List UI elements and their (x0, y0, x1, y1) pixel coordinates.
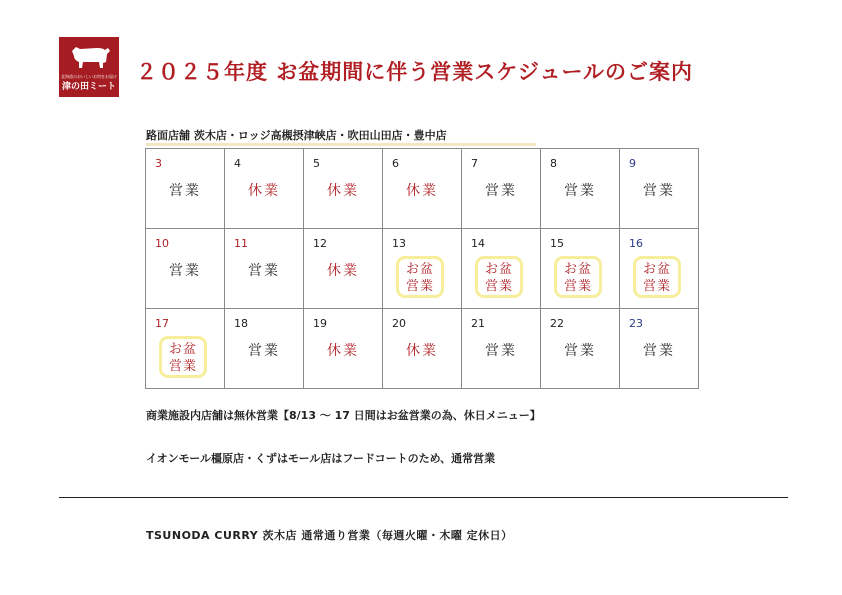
obon-badge (554, 256, 602, 298)
logo-tagline: 北海道のおいしいお肉をお届け (61, 74, 117, 79)
subhead-highlight (146, 143, 536, 146)
calendar-day-cell (462, 229, 541, 309)
open-status: 営業 (485, 343, 517, 359)
obon-label: お盆 (642, 262, 671, 277)
calendar-day-cell (462, 149, 541, 229)
obon-status: 営業 (642, 279, 671, 294)
day-number: 19 (313, 317, 327, 330)
mall-stores-note: 商業施設内店舗は無休営業【8/13 ～ 17 日間はお盆営業の為、休日メニュー】 (146, 409, 541, 422)
calendar-day-cell (541, 229, 620, 309)
day-number: 11 (234, 237, 248, 250)
day-number: 9 (629, 157, 636, 170)
day-number: 3 (155, 157, 162, 170)
closed-status: 休業 (406, 343, 438, 359)
day-number: 4 (234, 157, 241, 170)
open-status: 営業 (485, 183, 517, 199)
day-number: 21 (471, 317, 485, 330)
obon-label: お盆 (484, 262, 513, 277)
calendar-day-cell (541, 309, 620, 389)
open-status: 営業 (169, 183, 201, 199)
day-number: 17 (155, 317, 169, 330)
closed-status: 休業 (327, 183, 359, 199)
calendar-day-cell (383, 309, 462, 389)
calendar-day-cell (146, 149, 225, 229)
calendar-day-cell (304, 149, 383, 229)
open-status: 営業 (248, 343, 280, 359)
cow-icon (59, 37, 119, 75)
calendar-week (146, 309, 699, 389)
day-number: 12 (313, 237, 327, 250)
open-status: 営業 (643, 343, 675, 359)
calendar-day-cell (620, 309, 699, 389)
calendar-day-cell (383, 229, 462, 309)
page-title: ２０２５年度 お盆期間に伴う営業スケジュールのご案内 (136, 60, 694, 84)
day-number: 5 (313, 157, 320, 170)
calendar-day-cell (304, 309, 383, 389)
day-number: 6 (392, 157, 399, 170)
obon-badge (475, 256, 523, 298)
day-number: 10 (155, 237, 169, 250)
curry-store-note: TSUNODA CURRY 茨木店 通常通り営業（毎週火曜・木曜 定休日） (146, 529, 513, 542)
calendar-day-cell (620, 149, 699, 229)
day-number: 22 (550, 317, 564, 330)
day-number: 7 (471, 157, 478, 170)
calendar-day-cell (462, 309, 541, 389)
day-number: 16 (629, 237, 643, 250)
open-status: 営業 (248, 263, 280, 279)
closed-status: 休業 (406, 183, 438, 199)
calendar-day-cell (146, 309, 225, 389)
obon-label: お盆 (563, 262, 592, 277)
calendar-week (146, 229, 699, 309)
obon-status: 営業 (484, 279, 513, 294)
calendar-day-cell (225, 309, 304, 389)
day-number: 23 (629, 317, 643, 330)
obon-badge (396, 256, 444, 298)
calendar-week (146, 149, 699, 229)
closed-status: 休業 (248, 183, 280, 199)
food-court-note: イオンモール橿原店・くずはモール店はフードコートのため、通常営業 (146, 452, 496, 465)
calendar-day-cell (146, 229, 225, 309)
calendar-day-cell (541, 149, 620, 229)
open-status: 営業 (169, 263, 201, 279)
logo-name: 津の田ミート (61, 82, 116, 92)
calendar-day-cell (383, 149, 462, 229)
obon-label: お盆 (168, 342, 197, 357)
day-number: 18 (234, 317, 248, 330)
obon-badge (159, 336, 207, 378)
obon-badge (633, 256, 681, 298)
divider (59, 497, 788, 498)
obon-label: お盆 (405, 262, 434, 277)
open-status: 営業 (564, 183, 596, 199)
open-status: 営業 (564, 343, 596, 359)
calendar-day-cell (225, 149, 304, 229)
obon-status: 営業 (563, 279, 592, 294)
open-status: 営業 (643, 183, 675, 199)
day-number: 14 (471, 237, 485, 250)
closed-status: 休業 (327, 263, 359, 279)
obon-status: 営業 (168, 359, 197, 374)
calendar-day-cell (304, 229, 383, 309)
calendar-day-cell (620, 229, 699, 309)
day-number: 13 (392, 237, 406, 250)
store-list-heading: 路面店舗 茨木店・ロッジ高槻摂津峡店・吹田山田店・豊中店 (146, 129, 447, 142)
brand-logo (59, 37, 119, 97)
day-number: 20 (392, 317, 406, 330)
day-number: 8 (550, 157, 557, 170)
day-number: 15 (550, 237, 564, 250)
calendar-day-cell (225, 229, 304, 309)
obon-status: 営業 (405, 279, 434, 294)
schedule-calendar (145, 148, 699, 389)
closed-status: 休業 (327, 343, 359, 359)
